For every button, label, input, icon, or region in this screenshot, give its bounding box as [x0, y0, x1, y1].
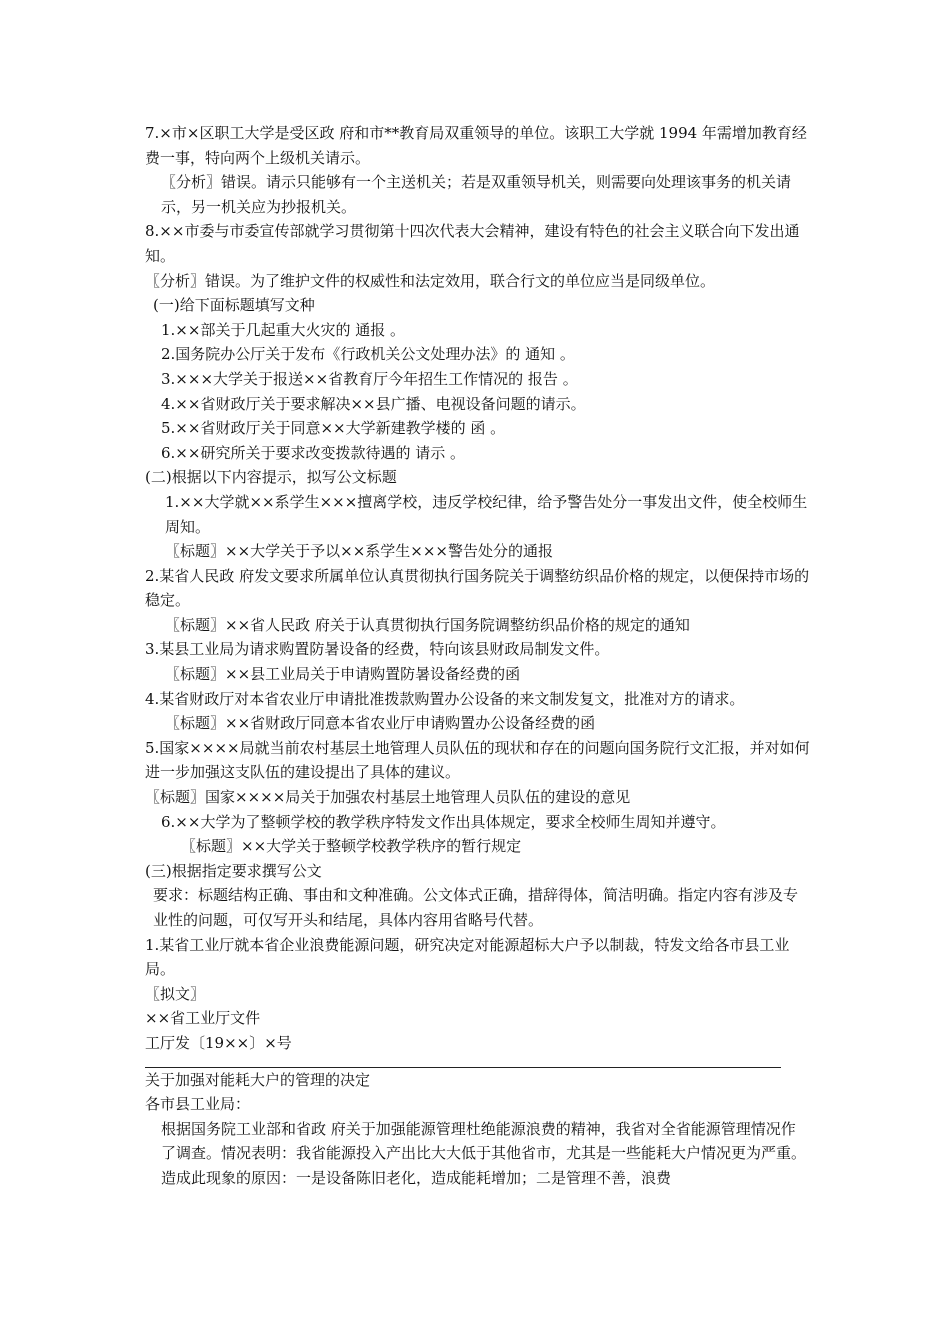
paragraph-sec2-3: 3.某县工业局为请求购置防暑设备的经费，特向该县财政局制发文件。: [145, 640, 610, 659]
paragraph-sec2-heading: (二)根据以下内容提示，拟写公文标题: [145, 468, 397, 487]
paragraph-doc-number: 工厅发〔19××〕×号: [145, 1033, 292, 1052]
paragraph-sec1-3: 3.×××大学关于报送××省教育厅今年招生工作情况的 报告 。: [161, 369, 578, 388]
paragraph-sec1-1: 1.××部关于几起重大火灾的 通报 。: [161, 320, 405, 339]
paragraph-q7: 7.×市×区职工大学是受区政 府和市**教育局双重领导的单位。该职工大学就 1994 年需增加教育经费一事，特向两个上级机关请示。: [145, 124, 807, 167]
paragraph-q8-analysis: 〖分析〗错误。为了维护文件的权威性和法定效用，联合行文的单位应当是同级单位。: [145, 271, 716, 290]
paragraph-q7-analysis: 〖分析〗错误。请示只能够有一个主送机关；若是双重领导机关，则需要向处理该事务的机关请示，另一机关应为抄报机关。: [161, 173, 792, 216]
paragraph-sec2-4-title: 〖标题〗××省财政厅同意本省农业厅申请购置办公设备经费的函: [165, 714, 596, 733]
paragraph-doc-org: ××省工业厅文件: [145, 1009, 261, 1028]
paragraph-sec2-5: 5.国家××××局就当前农村基层土地管理人员队伍的现状和存在的问题向国务院行文汇报，并对如何进一步加强这支队伍的建设提出了具体的建议。: [145, 738, 810, 782]
paragraph-sec1-heading: (一)给下面标题填写文种: [153, 296, 315, 315]
paragraph-doc-body: 根据国务院工业部和省政 府关于加强能源管理杜绝能源浪费的精神，我省对全省能源管理情况作了调查。情况表明：我省能源投入产出比大大低于其他省市，尤其是一些能耗大户情况更为严重。造成此现象的原因：一是设备陈旧老化，造成能耗增加；二是管理不善，浪费: [161, 1119, 807, 1187]
paragraph-sec3-req: 要求：标题结构正确、事由和文种准确。公文体式正确，措辞得体，简洁明确。指定内容有涉及专业性的问题，可仅写开头和结尾，具体内容用省略号代替。: [153, 886, 799, 929]
paragraph-sec2-2: 2.某省人民政 府发文要求所属单位认真贯彻执行国务院关于调整纺织品价格的规定，以便保持市场的稳定。: [145, 566, 810, 610]
document-content: [145, 121, 810, 1191]
paragraph-sec2-1: 1.××大学就××系学生×××擅离学校，违反学校纪律，给予警告处分一事发出文件，使全校师生周知。: [165, 492, 808, 536]
paragraph-sec1-2: 2.国务院办公厅关于发布《行政机关公文处理办法》的 通知 。: [161, 345, 575, 364]
paragraph-sec2-6-title: 〖标题〗××大学关于整顿学校教学秩序的暂行规定: [181, 837, 522, 856]
paragraph-sec1-5: 5.××省财政厅关于同意××大学新建教学楼的 函 。: [161, 419, 506, 438]
paragraph-sec3-1: 1.某省工业厅就本省企业浪费能源问题，研究决定对能源超标大户予以制裁，特发文给各市县工业局。: [145, 935, 790, 979]
paragraph-doc-title: 关于加强对能耗大户的管理的决定: [145, 1070, 371, 1089]
paragraph-q8: 8.××市委与市委宣传部就学习贯彻第十四次代表大会精神，建设有特色的社会主义联合向下发出通知。: [145, 222, 800, 265]
paragraph-sec2-1-title: 〖标题〗××大学关于予以××系学生×××警告处分的通报: [165, 542, 553, 561]
document-body-top: [145, 121, 810, 1056]
paragraph-sec2-3-title: 〖标题〗××县工业局关于申请购置防暑设备经费的函: [165, 665, 521, 684]
paragraph-sec1-6: 6.××研究所关于要求改变拨款待遇的 请示 。: [161, 443, 465, 462]
paragraph-sec2-4: 4.某省财政厅对本省农业厅申请批准拨款购置办公设备的来文制发复文，批准对方的请求。: [145, 689, 745, 708]
paragraph-sec2-5-title: 〖标题〗国家××××局关于加强农村基层土地管理人员队伍的建设的意见: [145, 788, 631, 807]
paragraph-sec3-heading: (三)根据指定要求撰写公文: [145, 861, 322, 880]
paragraph-draft-label: 〖拟文〗: [145, 984, 206, 1003]
document-body-bottom: [145, 1068, 810, 1191]
paragraph-sec1-4: 4.××省财政厅关于要求解决××县广播、电视设备问题的请示。: [161, 394, 586, 413]
paragraph-sec2-6: 6.××大学为了整顿学校的教学秩序特发文作出具体规定，要求全校师生周知并遵守。: [161, 812, 726, 831]
paragraph-sec2-2-title: 〖标题〗××省人民政 府关于认真贯彻执行国务院调整纺织品价格的规定的通知: [165, 615, 690, 634]
paragraph-doc-recipient: 各市县工业局：: [145, 1095, 251, 1114]
